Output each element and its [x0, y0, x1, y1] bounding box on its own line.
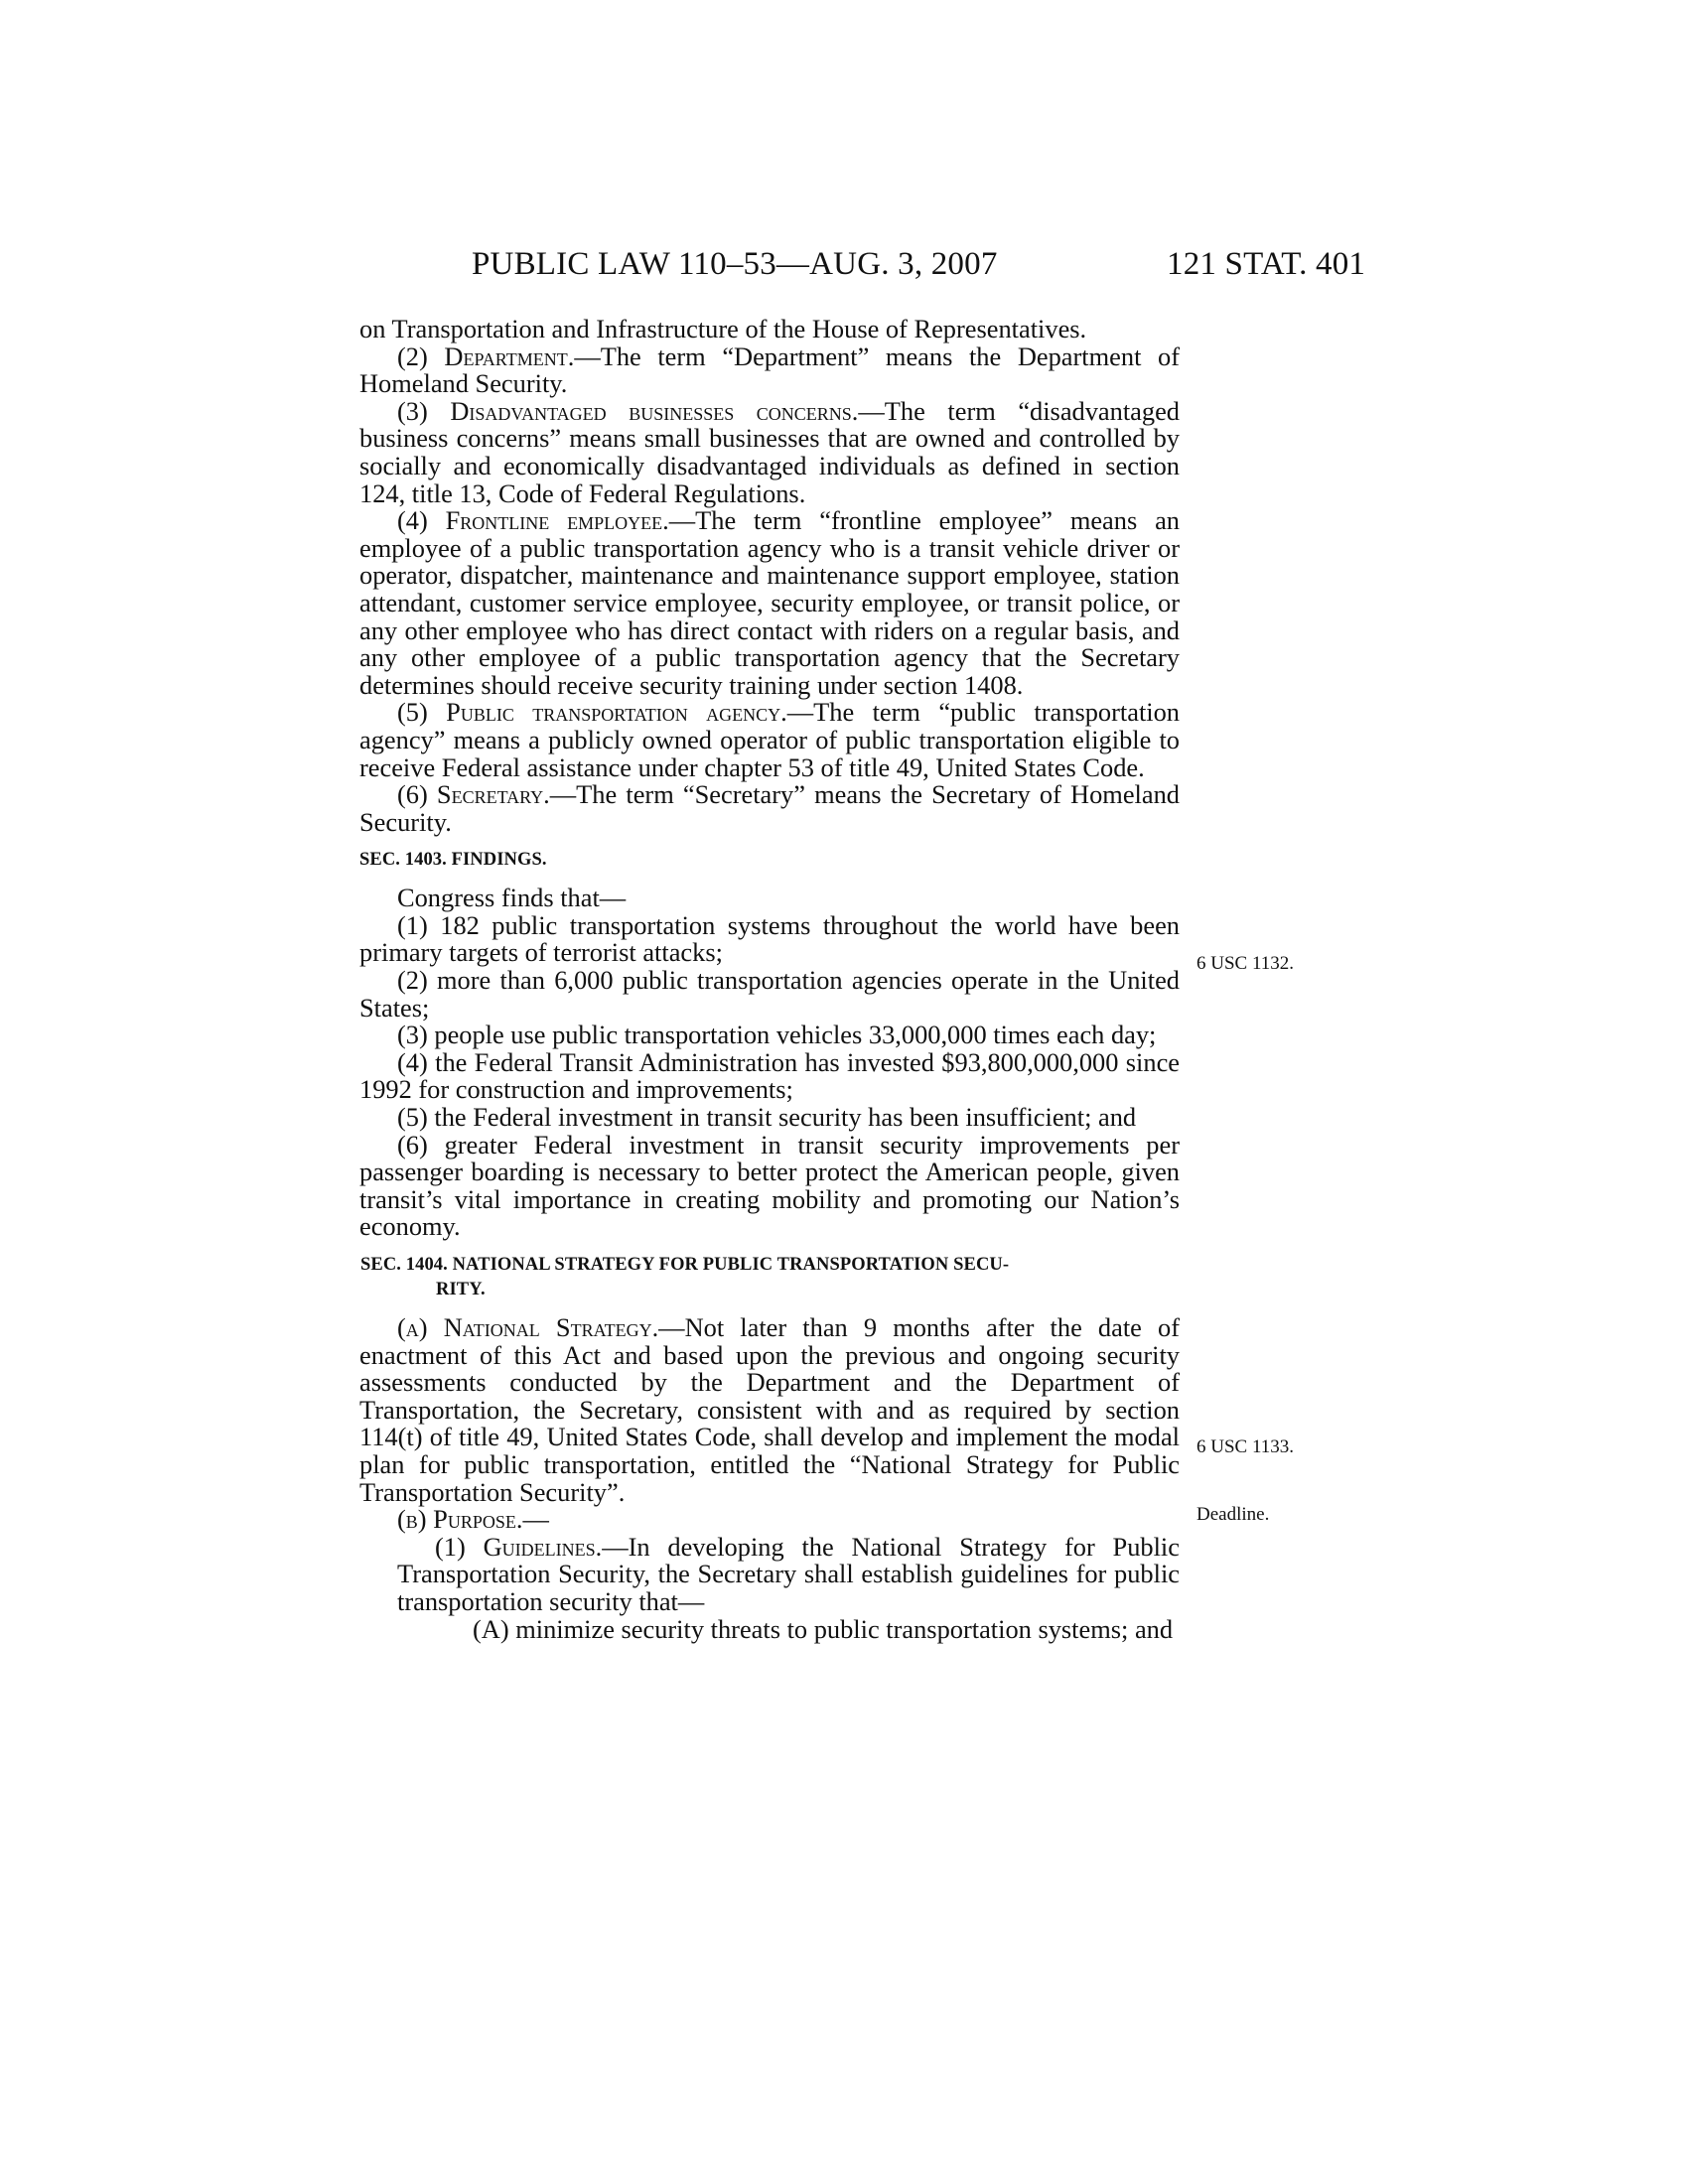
subsection-a: [359, 1314, 1180, 1506]
paragraph-b1: [359, 1531, 1180, 1616]
subsection-b-label: (b) Purpose.: [397, 1504, 523, 1535]
finding-6: (6) greater Federal investment in transit security improvements per passenger boarding is necessary to better protect the American people, given transit’s vital importance in creating mobility and promoting our Nation’s economy.: [359, 1129, 1180, 1242]
definition-term: (5) Public transportation agency.: [397, 697, 787, 728]
subsection-b: [359, 1506, 1180, 1534]
paragraph-continued: on Transportation and Infrastructure of the House of Representatives.: [359, 314, 1087, 343]
definition-secretary: [359, 781, 1180, 836]
definition-text: —The term “Department” means the Department of Homeland Security.: [359, 341, 1180, 399]
statute-page-number: 121 STAT. 401: [1167, 246, 1366, 282]
page-header: [0, 246, 1688, 290]
paragraph-b1-text: —In developing the National Strategy for Public Transportation Security, the Secretary shall establish guidelines for public transportation security that—: [397, 1531, 1180, 1616]
subsection-a-text: —Not later than 9 months after the date of enactment of this Act and based upon the previous and ongoing security assessments conducted by the Department and the Department of Transportation, the Secretary, consistent with and as required by section 114(t) of title 49, United States Code, shall develop and implement the modal plan for public transportation, entitled the “National Strategy for Public Transportation Security”.: [359, 1312, 1180, 1507]
definition-disadvantaged-businesses: [359, 395, 1180, 508]
subsection-a-label: (a) National Strategy.: [397, 1312, 659, 1342]
definition-frontline-employee: [359, 507, 1180, 699]
definition-department: [359, 343, 1180, 398]
margin-note-6-usc-1132: 6 USC 1132.: [1196, 953, 1295, 974]
section-1404-heading-line1: SEC. 1404. NATIONAL STRATEGY FOR PUBLIC TRANSPORTATION SECU-: [360, 1255, 1010, 1275]
definition-public-transportation-agency: [359, 699, 1180, 781]
finding-5: (5) the Federal investment in transit security has been insufficient; and: [397, 1102, 1137, 1133]
finding-2: (2) more than 6,000 public transportation agencies operate in the United States;: [359, 965, 1180, 1023]
finding-4: (4) the Federal Transit Administration has invested $93,800,000,000 since 1992 for construction and improvements;: [359, 1046, 1180, 1105]
definition-text: —The term “frontline employee” means an employee of a public transportation agency who is a transit vehicle driver or operator, dispatcher, maintenance and maintenance support employee, station attendant, customer service employee, security employee, or transit police, or any other employee who has direct contact with riders on a regular basis, and any other employee of a public transportation agency that the Secretary determines should receive security training under section 1408.: [359, 505, 1181, 700]
section-1404-heading-line2: RITY.: [436, 1280, 486, 1299]
subparagraph-b1A: (A) minimize security threats to public transportation systems; and: [473, 1613, 1174, 1644]
margin-note-deadline: Deadline.: [1196, 1504, 1270, 1525]
definition-term: (6) Secretary.: [397, 779, 550, 810]
subsection-b-text: —: [522, 1504, 549, 1535]
definition-text: —The term “public transportation agency” means a publicly owned operator of public transportation eligible to receive Federal assistance under chapter 53 of title 49, United States Code.: [359, 697, 1180, 782]
definition-text: —The term “Secretary” means the Secretary of Homeland Security.: [359, 779, 1180, 837]
paragraph-b1-label: (1) Guidelines.: [435, 1531, 603, 1562]
finding-3: (3) people use public transportation vehicles 33,000,000 times each day;: [397, 1020, 1157, 1050]
section-1404-heading: [359, 1253, 1180, 1302]
definition-term: (2) Department.: [397, 341, 575, 371]
definition-term: (3) Disadvantaged businesses concerns.: [397, 395, 859, 426]
findings-intro: Congress finds that—: [397, 883, 627, 913]
definition-term: (4) Frontline employee.: [397, 505, 669, 536]
section-1403-heading: SEC. 1403. FINDINGS.: [359, 850, 547, 871]
margin-note-6-usc-1133: 6 USC 1133.: [1196, 1436, 1295, 1457]
running-head: PUBLIC LAW 110–53—AUG. 3, 2007: [472, 246, 998, 282]
definition-text: —The term “disadvantaged business concerns” means small businesses that are owned and controlled by socially and economically disadvantaged individuals as defined in section 124, title 13, Code of Federal Regulations.: [359, 395, 1180, 508]
statute-body: [359, 316, 1180, 1643]
finding-1: (1) 182 public transportation systems throughout the world have been primary targets of terrorist attacks;: [359, 909, 1180, 968]
